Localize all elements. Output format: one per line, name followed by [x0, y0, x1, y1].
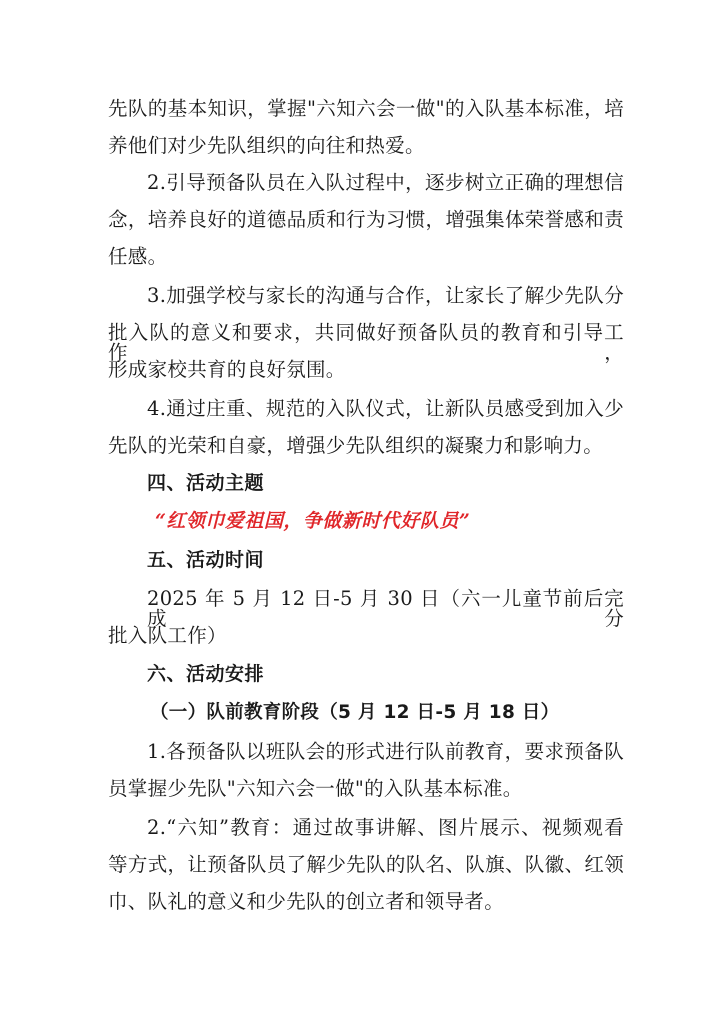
- paragraph-line: 2.引导预备队员在入队过程中，逐步树立正确的理想信: [147, 171, 624, 194]
- paragraph-line: 等方式，让预备队员了解少先队的队名、队旗、队徽、红领: [108, 853, 624, 876]
- paragraph-line: 念，培养良好的道德品质和行为习惯，增强集体荣誉感和责: [108, 208, 624, 231]
- activity-theme: “红领巾爱祖国，争做新时代好队员”: [155, 510, 471, 532]
- section-heading: 六、活动安排: [147, 663, 265, 685]
- paragraph-line: 员掌握少先队"六知六会一做"的入队基本标准。: [108, 777, 523, 800]
- paragraph-line: 批入队的意义和要求，共同做好预备队员的教育和引导工作，: [108, 321, 624, 364]
- subsection-heading: （一）队前教育阶段（5 月 12 日-5 月 18 日）: [150, 702, 560, 723]
- paragraph-line: 批入队工作）: [108, 624, 227, 647]
- paragraph-line: 任感。: [108, 245, 168, 268]
- section-heading: 五、活动时间: [147, 549, 265, 571]
- paragraph-line: 3.加强学校与家长的沟通与合作，让家长了解少先队分: [147, 284, 624, 307]
- paragraph-line: 先队的基本知识，掌握"六知六会一做"的入队基本标准，培: [108, 97, 624, 120]
- section-heading: 四、活动主题: [147, 472, 265, 494]
- paragraph-line: 形成家校共育的良好氛围。: [108, 358, 346, 381]
- paragraph-line: 养他们对少先队组织的向往和热爱。: [108, 134, 425, 157]
- paragraph-line: 1.各预备队以班队会的形式进行队前教育，要求预备队: [147, 740, 624, 763]
- paragraph-line: 巾、队礼的意义和少先队的创立者和领导者。: [108, 890, 505, 913]
- paragraph-line: 先队的光荣和自豪，增强少先队组织的凝聚力和影响力。: [108, 434, 604, 457]
- paragraph-line: 2.“六知”教育：通过故事讲解、图片展示、视频观看: [147, 816, 624, 839]
- paragraph-line: 2025 年 5 月 12 日-5 月 30 日（六一儿童节前后完成分: [147, 587, 624, 630]
- paragraph-line: 4.通过庄重、规范的入队仪式，让新队员感受到加入少: [147, 397, 624, 420]
